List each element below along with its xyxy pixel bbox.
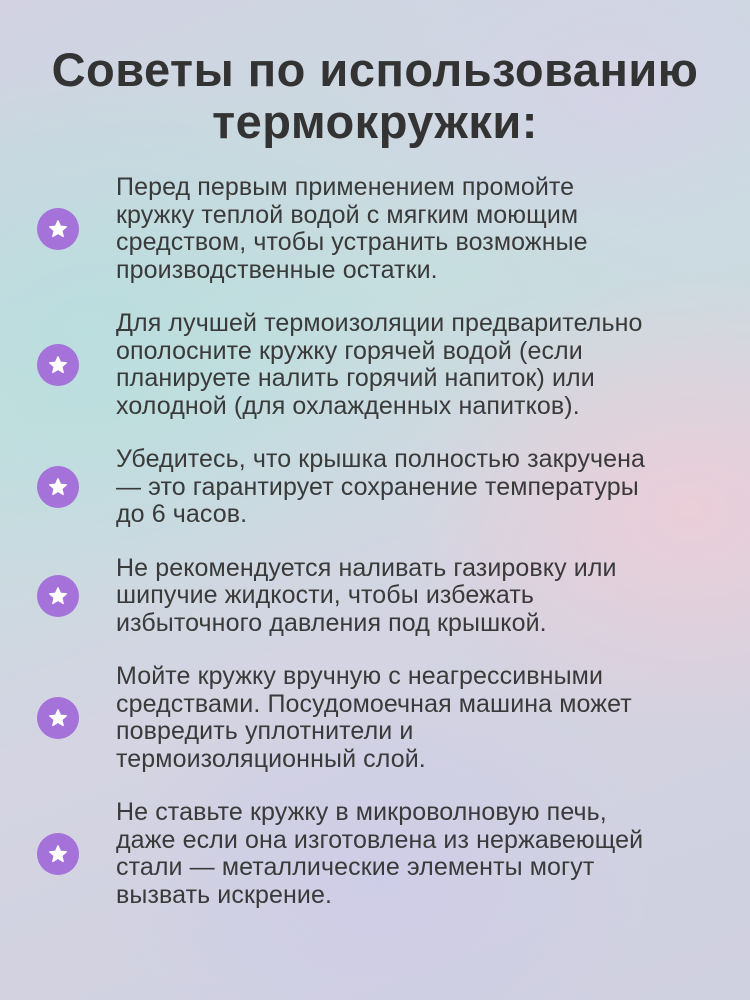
tip-line: Убедитесь, что крышка полностью закручена: [116, 445, 646, 473]
tip-line: Для лучшей термоизоляции предварительно: [116, 309, 643, 337]
star-icon: [37, 344, 79, 386]
tip-text: [116, 446, 722, 529]
tip-line: — это гарантирует сохранение температуры: [116, 472, 639, 501]
tip-line: ополосните кружку горячей водой (если: [116, 336, 583, 365]
tip-line: средством, чтобы устранить возможные: [116, 228, 588, 256]
tip-item-6: [0, 799, 750, 909]
title-line-1: Советы по использованию: [51, 43, 699, 96]
tip-line: до 6 часов.: [116, 500, 248, 528]
star-icon: [37, 833, 79, 875]
page-title: [0, 0, 750, 148]
tip-line: вызвать искрение.: [116, 880, 333, 909]
tips-list: [0, 174, 750, 935]
tip-line: Перед первым применением промойте: [116, 173, 575, 201]
star-icon: [37, 466, 79, 508]
tip-line: термоизоляционный слой.: [116, 744, 426, 773]
star-icon: [37, 575, 79, 617]
tip-line: планируете налить горячий напиток) или: [116, 364, 595, 392]
tip-line: даже если она изготовлена из нержавеющей: [116, 825, 644, 854]
tip-text: [116, 174, 722, 284]
tip-item-1: [0, 174, 750, 284]
tip-line: Не рекомендуется наливать газировку или: [116, 553, 617, 582]
tip-item-4: [0, 555, 750, 638]
title-line-2: термокружки:: [212, 95, 538, 148]
tip-line: повредить уплотнители и: [116, 717, 414, 745]
tip-item-2: [0, 310, 750, 420]
tip-line: Мойте кружку вручную с неагрессивными: [116, 662, 604, 690]
tip-line: производственные остатки.: [116, 255, 438, 284]
tip-line: шипучие жидкости, чтобы избежать: [116, 581, 534, 609]
star-icon: [37, 208, 79, 250]
tip-item-3: [0, 446, 750, 529]
tip-text: [116, 310, 722, 420]
tip-text: [116, 555, 722, 638]
tip-text: [116, 799, 722, 909]
tip-line: средствами. Посудомоечная машина может: [116, 689, 632, 718]
tip-text: [116, 663, 722, 773]
tip-item-5: [0, 663, 750, 773]
tip-line: Не ставьте кружку в микроволновую печь,: [116, 798, 607, 826]
tip-line: кружку теплой водой с мягким моющим: [116, 200, 579, 229]
star-icon: [37, 697, 79, 739]
tip-line: избыточного давления под крышкой.: [116, 608, 547, 637]
tip-line: холодной (для охлажденных напитков).: [116, 391, 580, 420]
tip-line: стали — металлические элементы могут: [116, 853, 595, 881]
